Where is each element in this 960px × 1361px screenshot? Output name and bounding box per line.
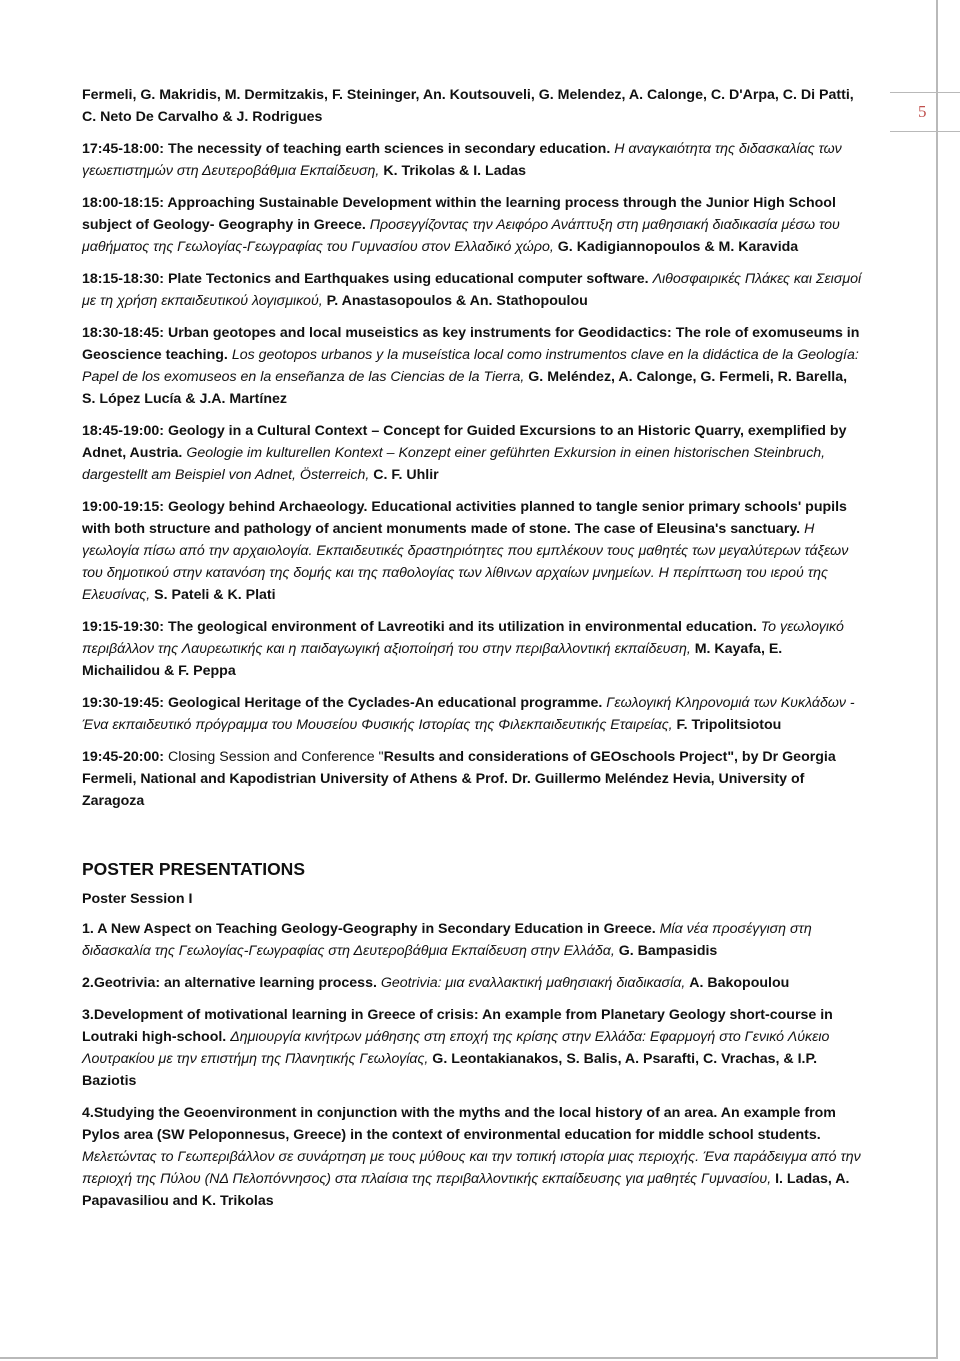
poster-item	[82, 972, 862, 994]
entry-title: 18:30-18:45: Urban geotopes and local museistics as key instruments for Geodidactics: The role of exomuseums in Geoscience teaching.	[82, 325, 860, 363]
poster-authors: A. Bakopoulou	[685, 975, 790, 991]
program-entry	[82, 420, 862, 486]
page-number	[890, 92, 960, 132]
entry-authors: P. Anastasopoulos & An. Stathopoulou	[322, 293, 588, 309]
closing-session-entry	[82, 746, 862, 812]
entry-translation: Το γεωλογικό περιβάλλον της Λαυρεωτικής και η παιδαγωγική αξιοποίησή του στην περιβαλλοντική εκπαίδευση,	[82, 619, 844, 657]
poster-translation: Geotrivia: μια εναλλακτική μαθησιακή διαδικασία,	[376, 975, 686, 991]
poster-item	[82, 918, 862, 962]
poster-authors: G. Bampasidis	[614, 943, 718, 959]
entry-title: 19:15-19:30: The geological environment of Lavreotiki and its utilization in environmental education.	[82, 619, 757, 635]
entry-title: Fermeli, G. Makridis, M. Dermitzakis, F. Steininger, An. Koutsouveli, G. Melendez, A. Calonge, C. D'Arpa, C. Di Patti, C. Neto De Carvalho & J. Rodrigues	[82, 87, 854, 125]
poster-translation: Δημιουργία κινήτρων μάθησης στη εποχή της κρίσης στην Ελλάδα: Εφαρμογή στο Γενικό Λύκειο Λουτρακίου με την επιστήμη της Πλανητικής Γεωλογίας,	[82, 1029, 830, 1067]
entry-translation: Η αναγκαιότητα της διδασκαλίας των γεωεπιστημών στη Δευτεροβάθμια Εκπαίδευση,	[82, 141, 842, 179]
document-body	[82, 84, 862, 1222]
poster-item	[82, 1004, 862, 1092]
closing-details: Results and considerations of GEOschools Project", by Dr Georgia Fermeli, National and Kapodistrian University of Athens & Prof. Dr. Guillermo Meléndez Hevia, University of Zaragoza	[82, 749, 836, 809]
poster-translation: Μελετώντας το Γεωπεριβάλλον σε συνάρτηση με τους μύθους και την τοπική ιστορία μιας περιοχής. Ένα παράδειγμα από την περιοχή της Πύλου (ΝΔ Πελοπόννησος) στα πλαίσια της περιβαλλοντικής εκπαίδευσης για μαθητές Γυμνασίου,	[82, 1149, 861, 1187]
entry-title: 17:45-18:00: The necessity of teaching earth sciences in secondary education.	[82, 141, 611, 157]
program-entry	[82, 192, 862, 258]
poster-presentations-heading: POSTER PRESENTATIONS	[82, 859, 305, 879]
program-entry	[82, 322, 862, 410]
entry-translation: Λιθοσφαιρικές Πλάκες και Σεισμοί με τη χρήση εκπαιδευτικού λογισμικού,	[82, 271, 862, 309]
poster-title: 3.Development of motivational learning in Greece of crisis: An example from Planetary Geology short-course in Loutraki high-school.	[82, 1007, 833, 1045]
entry-translation: Γεωλογική Κληρονομιά των Κυκλάδων - Ένα εκπαιδευτικό πρόγραμμα του Μουσείου Φυσικής Ιστορίας της Φιλεκπαιδευτικής Εταιρείας,	[82, 695, 855, 733]
poster-title: 4.Studying the Geoenvironment in conjunction with the myths and the local history of an area. An example from Pylos area (SW Peloponnesus, Greece) in the context of environmental education for middle school students.	[82, 1105, 836, 1143]
entry-title: 18:00-18:15: Approaching Sustainable Development within the learning process through the Junior High School subject of Geology- Geography in Greece.	[82, 195, 836, 233]
entry-title: 19:30-19:45: Geological Heritage of the Cyclades-An educational programme.	[82, 695, 603, 711]
poster-authors: G. Leontakianakos, S. Balis, A. Psarafti, C. Vrachas, & I.P. Baziotis	[82, 1051, 818, 1089]
poster-authors: I. Ladas, A. Papavasiliou and K. Trikolas	[82, 1171, 850, 1209]
entry-authors: K. Trikolas & I. Ladas	[379, 163, 527, 179]
closing-text: Closing Session and Conference "	[164, 749, 384, 765]
entry-translation: Geologie im kulturellen Kontext – Konzept einer geführten Exkursion in einen historischen Steinbruch, dargestellt am Beispiel von Adnet, Österreich,	[82, 445, 826, 483]
entry-authors: S. Pateli & K. Plati	[150, 587, 276, 603]
entry-translation: Προσεγγίζοντας την Αειφόρο Ανάπτυξη στη μαθησιακή διαδικασία μέσω του μαθήματος της Γεωλογίας-Γεωγραφίας του Γυμνασίου στον Ελλαδικό χώρο,	[82, 217, 840, 255]
poster-title: 2.Geotrivia: an alternative learning process.	[82, 975, 377, 991]
entry-title: 18:15-18:30: Plate Tectonics and Earthquakes using educational computer software.	[82, 271, 649, 287]
poster-title: 1. A New Aspect on Teaching Geology-Geography in Secondary Education in Greece.	[82, 921, 656, 937]
program-entry	[82, 496, 862, 606]
entry-authors: F. Tripolitsiotou	[672, 717, 782, 733]
poster-translation: Μία νέα προσέγγιση στη διδασκαλία της Γεωλογίας-Γεωγραφίας στη Δευτεροβάθμια Εκπαίδευση στην Ελλάδα,	[82, 921, 812, 959]
entry-authors: G. Kadigiannopoulos & M. Karavida	[553, 239, 799, 255]
entry-title: 19:00-19:15: Geology behind Archaeology. Educational activities planned to tangle senior primary schools' pupils with both structure and pathology of ancient monuments made of stone. The case of Eleusina's sanctuary.	[82, 499, 847, 537]
page-number-text: 5	[918, 102, 927, 121]
entry-translation: Η γεωλογία πίσω από την αρχαιολογία. Εκπαιδευτικές δραστηριότητες που εμπλέκουν τους μαθητές των μεγαλύτερων τάξεων του δημοτικού στην κατανόση της δομής και της παθολογίας των λίθινων αρχαίων μνημείων. Η περίπτωση του ιερού της Ελευσίνας,	[82, 521, 849, 603]
program-entry	[82, 692, 862, 736]
entry-authors: C. F. Uhlir	[369, 467, 439, 483]
entry-authors: G. Meléndez, A. Calonge, G. Fermeli, R. Barella, S. López Lucía & J.A. Martínez	[82, 369, 848, 407]
program-entry	[82, 138, 862, 182]
entry-authors: M. Kayafa, E. Michailidou & F. Peppa	[82, 641, 783, 679]
closing-time: 19:45-20:00:	[82, 749, 165, 765]
entry-title: 18:45-19:00: Geology in a Cultural Context – Concept for Guided Excursions to an Historic Quarry, exemplified by Adnet, Austria.	[82, 423, 847, 461]
entry-translation: Los geotopos urbanos y la museística local como instrumentos clave en la didáctica de la Geología: Papel de los exomuseos en la enseñanza de las Ciencias de la Tierra,	[82, 347, 859, 385]
poster-session-title: Poster Session I	[82, 891, 193, 907]
program-entry	[82, 616, 862, 682]
program-entry	[82, 84, 862, 128]
program-entry	[82, 268, 862, 312]
poster-item	[82, 1102, 862, 1212]
